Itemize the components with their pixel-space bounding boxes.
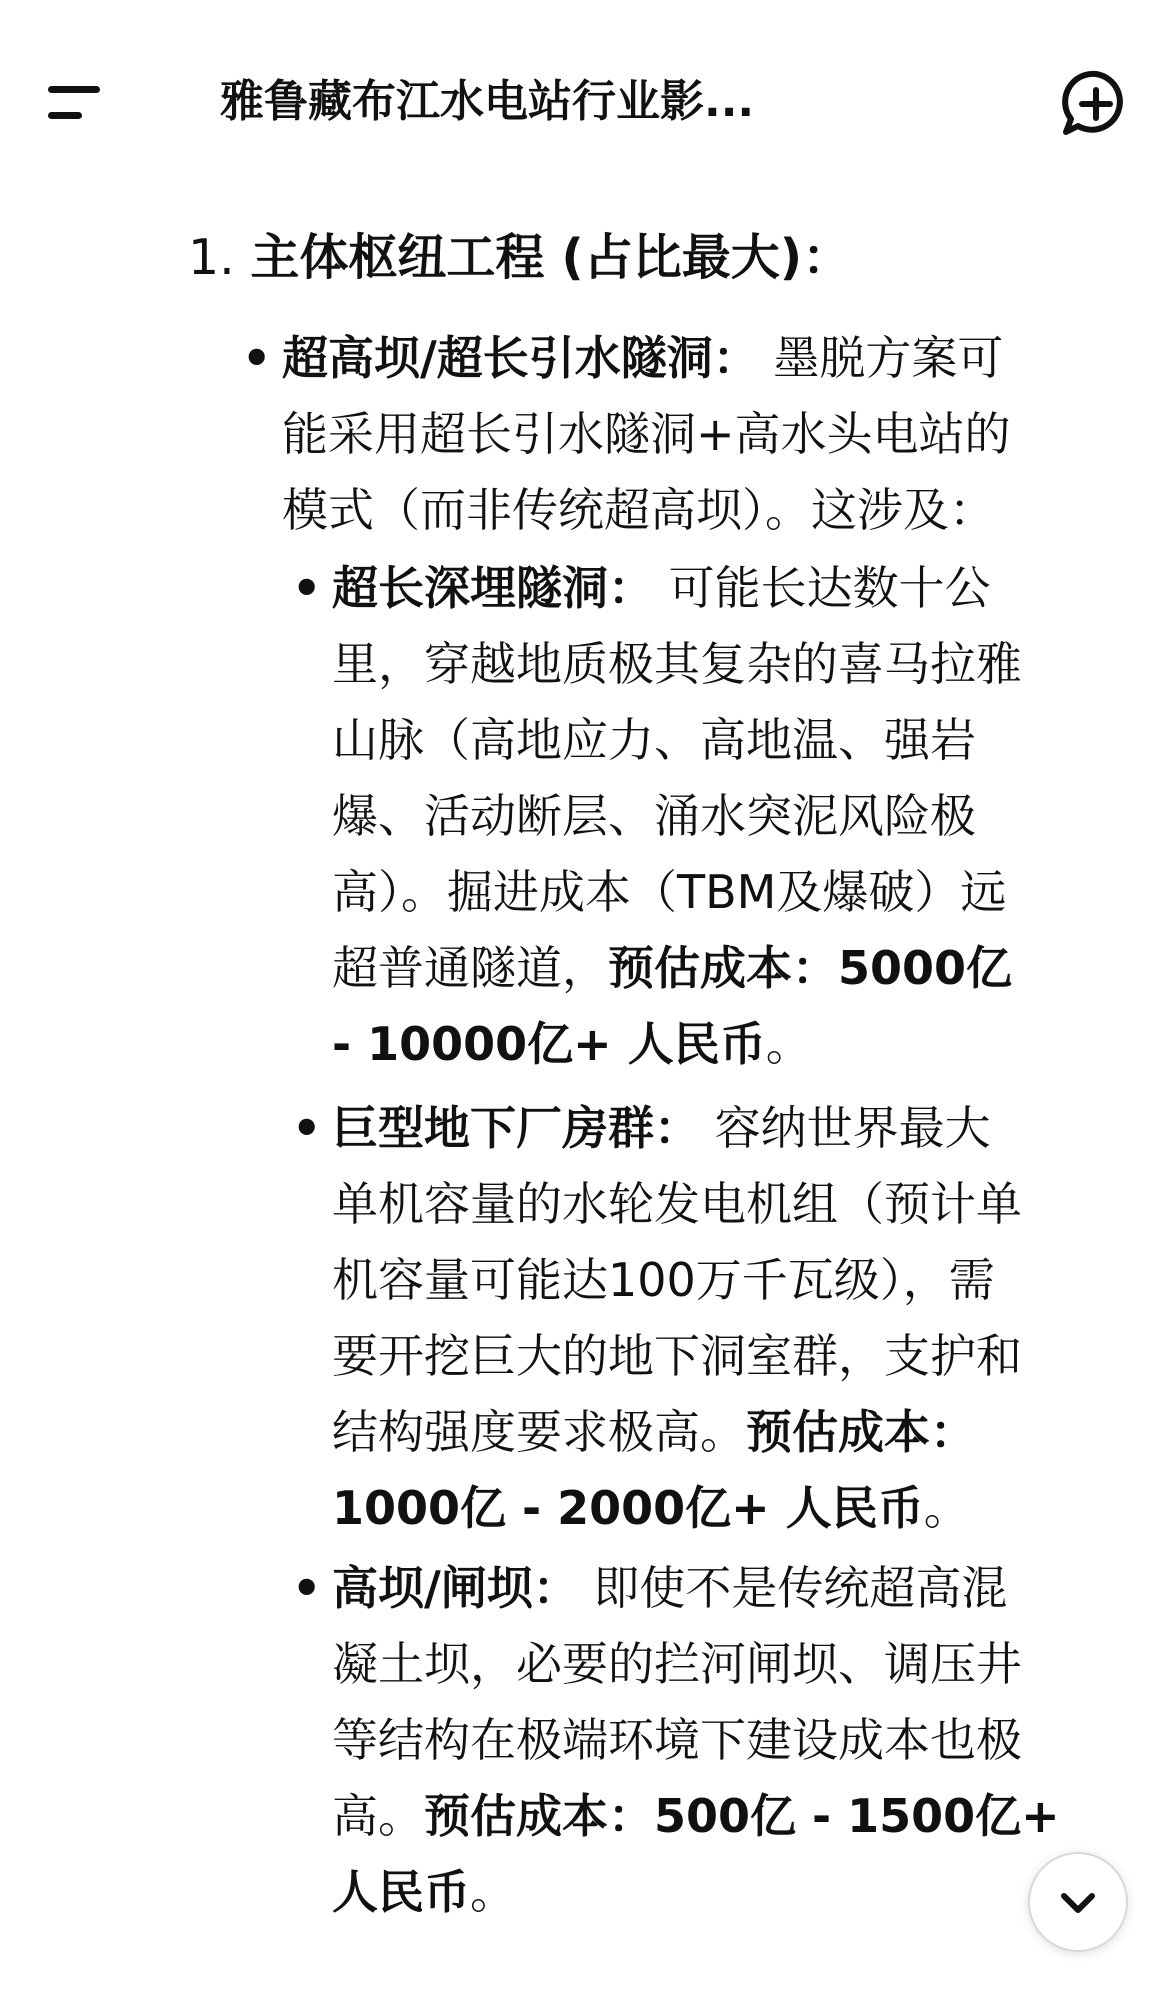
new-chat-button[interactable] bbox=[1056, 64, 1136, 144]
bold-text: 1000亿 - 2000亿+ 人民币 bbox=[332, 1481, 924, 1535]
top-bar bbox=[0, 0, 1170, 200]
bold-text: 预估成本：500亿 - 1500亿+ bbox=[424, 1789, 1060, 1843]
bold-text: - 10000亿+ 人民币 bbox=[332, 1017, 766, 1071]
bold-text: 高坝/闸坝： bbox=[332, 1561, 579, 1615]
body-text: 单机容量的水轮发电机组（预计单 bbox=[332, 1177, 1022, 1231]
bullet: • bbox=[292, 1561, 322, 1615]
text-line bbox=[282, 320, 1011, 396]
body-text: 等结构在极端环境下建设成本也极 bbox=[332, 1713, 1022, 1767]
text-line bbox=[332, 1090, 1022, 1166]
body-text: 结构强度要求极高。 bbox=[332, 1405, 746, 1459]
text-line bbox=[332, 550, 1022, 626]
text-line bbox=[332, 854, 1022, 930]
conversation-title[interactable]: 雅鲁藏布江水电站行业影... bbox=[220, 76, 755, 127]
text-line bbox=[332, 1626, 1060, 1702]
bold-text: 预估成本：5000亿 bbox=[608, 941, 1013, 995]
body-text: 墨脱方案可 bbox=[758, 331, 1004, 385]
chevron-down-icon bbox=[1054, 1878, 1102, 1926]
body-text: 爆、活动断层、涌水突泥风险极 bbox=[332, 789, 976, 843]
bullet: • bbox=[292, 561, 322, 615]
body-text: 机容量可能达100万千瓦级），需 bbox=[332, 1253, 995, 1307]
body-text: 。 bbox=[470, 1865, 516, 1919]
text-line bbox=[332, 930, 1022, 1006]
body-text: 可能长达数十公 bbox=[654, 561, 991, 615]
list-item bbox=[332, 1550, 1060, 1930]
bold-text: 超高坝/超长引水隧洞： bbox=[282, 331, 759, 385]
menu-icon-bar bbox=[48, 112, 82, 119]
body-text: 里，穿越地质极其复杂的喜马拉雅 bbox=[332, 637, 1022, 691]
list-item bbox=[282, 320, 1011, 548]
body-text: 高。 bbox=[332, 1789, 424, 1843]
body-text: 。 bbox=[765, 1017, 812, 1071]
bold-text: 超长深埋隧洞： bbox=[332, 561, 654, 615]
text-line bbox=[282, 396, 1011, 472]
body-text: 容纳世界最大 bbox=[700, 1101, 991, 1155]
body-text: 能采用超长引水隧洞+高水头电站的 bbox=[282, 407, 1011, 461]
text-line bbox=[332, 1470, 1022, 1546]
text-line bbox=[332, 702, 1022, 778]
text-line bbox=[332, 1242, 1022, 1318]
text-line bbox=[332, 778, 1022, 854]
body-text: 凝土坝，必要的拦河闸坝、调压井 bbox=[332, 1637, 1022, 1691]
bold-text: 人民币 bbox=[332, 1865, 470, 1919]
bullet: • bbox=[292, 1101, 322, 1155]
plus-circle-chat-icon bbox=[1056, 64, 1136, 144]
menu-icon bbox=[48, 86, 100, 93]
section-title: 主体枢纽工程 (占比最大)： bbox=[250, 229, 852, 286]
text-line bbox=[332, 1702, 1060, 1778]
bold-text: 巨型地下厂房群： bbox=[332, 1101, 700, 1155]
section-number: 1. bbox=[188, 229, 235, 286]
text-line bbox=[332, 1550, 1060, 1626]
list-item bbox=[332, 550, 1022, 1082]
body-text: 山脉（高地应力、高地温、强岩 bbox=[332, 713, 976, 767]
body-text: 模式（而非传统超高坝）。这涉及： bbox=[282, 483, 995, 537]
text-line bbox=[332, 1778, 1060, 1854]
scroll-down-button[interactable] bbox=[1028, 1852, 1128, 1952]
text-line bbox=[332, 626, 1022, 702]
text-line bbox=[332, 1166, 1022, 1242]
bold-text: 预估成本： bbox=[746, 1405, 976, 1459]
body-text: 高）。掘进成本（TBM及爆破）远 bbox=[332, 865, 1007, 919]
menu-button[interactable] bbox=[44, 72, 114, 132]
body-text: 。 bbox=[923, 1481, 970, 1535]
body-text: 要开挖巨大的地下洞室群，支护和 bbox=[332, 1329, 1022, 1383]
text-line bbox=[332, 1318, 1022, 1394]
text-line bbox=[332, 1006, 1022, 1082]
body-text: 超普通隧道， bbox=[332, 941, 608, 995]
body-text: 即使不是传统超高混 bbox=[578, 1561, 1008, 1615]
text-line bbox=[282, 472, 1011, 548]
section-heading bbox=[188, 220, 851, 296]
text-line bbox=[332, 1854, 1060, 1930]
bullet: • bbox=[242, 331, 272, 385]
text-line bbox=[332, 1394, 1022, 1470]
list-item bbox=[332, 1090, 1022, 1546]
